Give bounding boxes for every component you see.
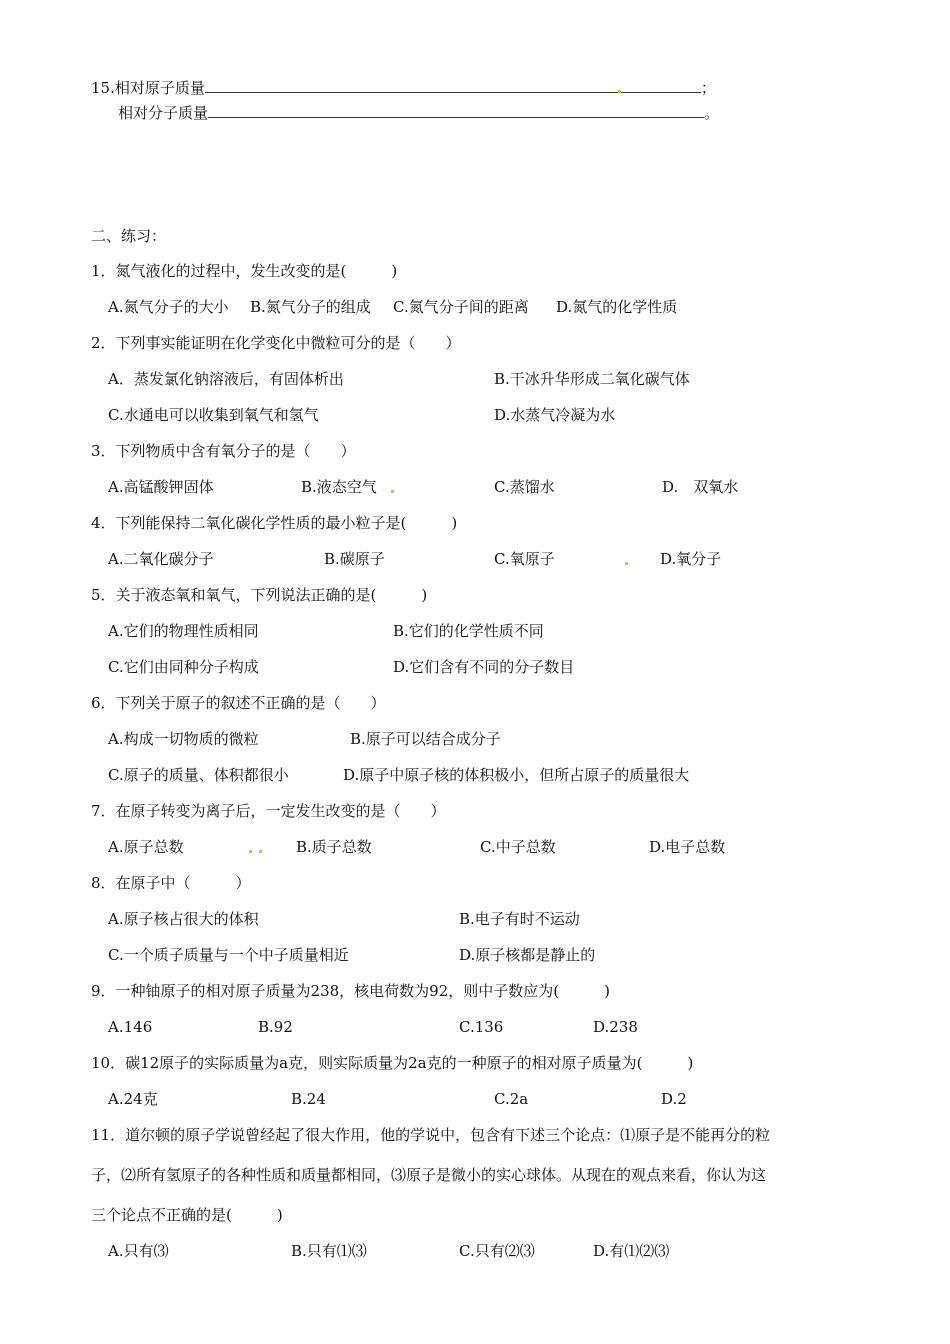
question-7-option-d: D.电子总数	[649, 838, 726, 856]
question-4-option-d: D.氧分子	[660, 550, 722, 568]
question-2-option-a: A．蒸发氯化钠溶液后，有固体析出	[108, 370, 344, 388]
question-9-option-a: A.146	[108, 1018, 153, 1036]
question-5-option-d: D.它们含有不同的分子数目	[393, 658, 575, 676]
question-4-option-a: A.二氧化碳分子	[108, 550, 214, 568]
question-9-option-d: D.238	[593, 1018, 638, 1036]
question-11-option-b: B.只有⑴⑶	[291, 1242, 367, 1260]
question-9-option-c: C.136	[459, 1018, 504, 1036]
question-8-stem: 8．在原子中（ ）	[91, 874, 251, 892]
question-9-option-b: B.92	[258, 1018, 293, 1036]
question-10-option-b: B.24	[291, 1090, 326, 1108]
q15b-line	[118, 102, 719, 123]
q15b-blank	[208, 102, 704, 118]
question-1-stem: 1．氮气液化的过程中，发生改变的是( )	[91, 262, 398, 280]
question-11-stem-line-3: 三个论点不正确的是( )	[91, 1206, 283, 1224]
question-5-option-c: C.它们由同种分子构成	[108, 658, 259, 676]
q15b-label: 相对分子质量	[118, 104, 209, 122]
question-7-stem: 7．在原子转变为离子后，一定发生改变的是（ ）	[91, 802, 446, 820]
question-11-option-c: C.只有⑵⑶	[459, 1242, 535, 1260]
q15-blank	[205, 77, 701, 93]
question-2-option-c: C.水通电可以收集到氧气和氢气	[108, 406, 319, 424]
question-11-option-d: D.有⑴⑵⑶	[593, 1242, 670, 1260]
question-1-option-b: B.氮气分子的组成	[250, 298, 371, 316]
question-5-option-b: B.它们的化学性质不同	[393, 622, 544, 640]
question-4-stem: 4．下列能保持二氧化碳化学性质的最小粒子是( )	[91, 514, 458, 532]
scan-speck	[249, 850, 252, 853]
question-1-option-a: A.氮气分子的大小	[108, 298, 229, 316]
question-6-option-b: B.原子可以结合成分子	[350, 730, 501, 748]
section-title: 二、练习：	[91, 227, 167, 245]
q15b-end: 。	[704, 104, 720, 122]
question-6-option-c: C.原子的质量、体积都很小	[108, 766, 289, 784]
scan-speck	[625, 562, 628, 565]
question-6-option-a: A.构成一切物质的微粒	[108, 730, 259, 748]
question-8-option-b: B.电子有时不运动	[459, 910, 580, 928]
question-8-option-c: C.一个质子质量与一个中子质量相近	[108, 946, 349, 964]
scan-speck	[391, 490, 394, 493]
question-10-option-d: D.2	[661, 1090, 687, 1108]
question-7-option-c: C.中子总数	[480, 838, 556, 856]
question-9-stem: 9．一种铀原子的相对原子质量为238，核电荷数为92，则中子数应为( )	[91, 982, 610, 1000]
question-1-option-d: D.氮气的化学性质	[556, 298, 678, 316]
question-4-option-c: C.氧原子	[494, 550, 555, 568]
question-5-option-a: A.它们的物理性质相同	[108, 622, 259, 640]
question-3-option-d: D. 双氧水	[662, 478, 739, 496]
question-8-option-a: A.原子核占很大的体积	[108, 910, 259, 928]
question-3-option-b: B.液态空气	[301, 478, 377, 496]
scan-speck	[259, 850, 262, 853]
question-3-option-a: A.高锰酸钾固体	[108, 478, 214, 496]
question-7-option-a: A.原子总数	[108, 838, 184, 856]
q15-end: ；	[700, 79, 716, 97]
q15-label: 15.相对原子质量	[91, 79, 205, 97]
question-11-option-a: A.只有⑶	[108, 1242, 169, 1260]
question-6-option-d: D.原子中原子核的体积极小，但所占原子的质量很大	[343, 766, 690, 784]
question-11-stem-line-2: 子，⑵所有氢原子的各种性质和质量都相同，⑶原子是微小的实心球体。从现在的观点来看，你认为这	[91, 1166, 767, 1184]
question-3-stem: 3．下列物质中含有氧分子的是（ ）	[91, 442, 356, 460]
question-2-option-b: B.干冰升华形成二氧化碳气体	[494, 370, 690, 388]
question-8-option-d: D.原子核都是静止的	[459, 946, 596, 964]
question-11-stem-line-1: 11．道尔顿的原子学说曾经起了很大作用，他的学说中，包含有下述三个论点：⑴原子是不能再分的粒	[91, 1126, 771, 1144]
question-3-option-c: C.蒸馏水	[494, 478, 555, 496]
question-7-option-b: B.质子总数	[296, 838, 372, 856]
question-5-stem: 5．关于液态氧和氧气，下列说法正确的是( )	[91, 586, 428, 604]
q15-line	[91, 77, 716, 98]
question-2-option-d: D.水蒸气冷凝为水	[494, 406, 616, 424]
question-2-stem: 2．下列事实能证明在化学变化中微粒可分的是（ ）	[91, 334, 461, 352]
scan-speck	[618, 90, 621, 93]
question-6-stem: 6．下列关于原子的叙述不正确的是（ ）	[91, 694, 386, 712]
question-1-option-c: C.氮气分子间的距离	[393, 298, 529, 316]
question-10-stem: 10．碳12原子的实际质量为a克，则实际质量为2a克的一种原子的相对原子质量为( )	[91, 1054, 694, 1072]
question-10-option-a: A.24克	[108, 1090, 158, 1108]
question-10-option-c: C.2a	[494, 1090, 529, 1108]
question-4-option-b: B.碳原子	[324, 550, 385, 568]
